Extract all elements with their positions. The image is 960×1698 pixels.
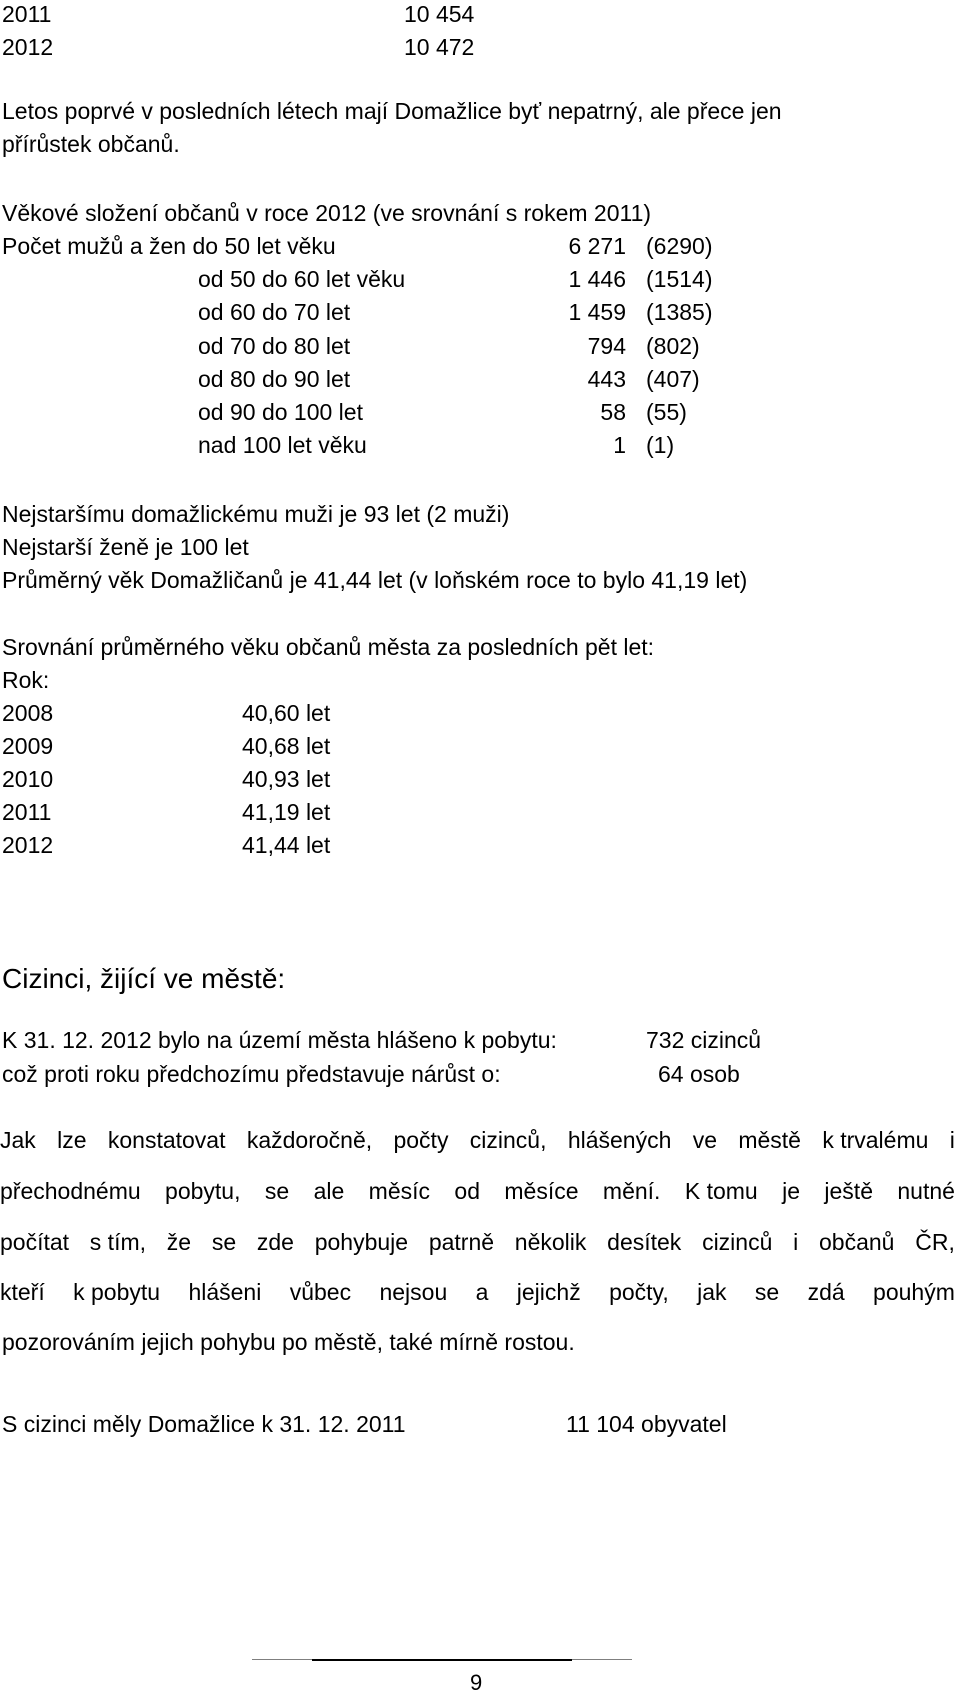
avg-value: 40,60 let [242, 700, 331, 726]
avg-value: 40,93 let [242, 766, 331, 792]
paragraph-word: nutné [897, 1178, 955, 1204]
avg-compare-title: Srovnání průměrného věku občanů města za posledních pět let: [2, 634, 655, 660]
paragraph-word: i [949, 1127, 955, 1153]
avg-year: 2011 [2, 799, 52, 825]
age-row-prev: (802) [646, 333, 700, 359]
avg-year: 2012 [2, 832, 54, 858]
age-row-prev: (6290) [646, 233, 713, 259]
paragraph-last-line: pozorováním jejich pohybu po městě, také mírně rostou. [2, 1329, 575, 1355]
paragraph-word: hlášených [567, 1127, 672, 1153]
paragraph-word: každoročně, [246, 1127, 373, 1153]
paragraph-word: pouhým [873, 1279, 955, 1305]
paragraph-word: přechodnému [0, 1178, 141, 1204]
paragraph-word: pobytu, [165, 1178, 241, 1204]
paragraph-word: K tomu [684, 1178, 758, 1204]
paragraph-word: s tím, [89, 1229, 147, 1255]
paragraph-word: měsíc [368, 1178, 431, 1204]
paragraph-word: že [166, 1229, 192, 1255]
age-row-value: 6 271 [568, 233, 626, 259]
age-row-prev: (1385) [646, 299, 713, 325]
paragraph-word: občanů [819, 1229, 895, 1255]
paragraph-word: ČR, [915, 1229, 955, 1255]
paragraph-word: počty, [609, 1279, 669, 1305]
footer-rule [312, 1659, 572, 1661]
paragraph-word: hlášeni [188, 1279, 262, 1305]
paragraph-line [0, 1231, 955, 1254]
paragraph-word: se [754, 1279, 780, 1305]
age-row-label: od 90 do 100 let [198, 399, 363, 425]
footer-rule-left [252, 1659, 312, 1660]
paragraph-line [0, 1129, 955, 1152]
age-row-prev: (407) [646, 366, 700, 392]
avg-year: 2009 [2, 733, 54, 759]
age-row-value: 794 [587, 333, 626, 359]
age-row-label: od 50 do 60 let věku [198, 266, 406, 292]
age-row-label: od 70 do 80 let [198, 333, 351, 359]
paragraph-word: konstatovat [107, 1127, 226, 1153]
foreigners-row2-label: což proti roku předchozímu představuje nárůst o: [2, 1061, 501, 1087]
paragraph-word: k trvalému [822, 1127, 929, 1153]
growth-note-line2: přírůstek občanů. [2, 131, 180, 157]
paragraph-word: desítek [607, 1229, 682, 1255]
footer-rule-right [572, 1659, 632, 1660]
population-year-2012: 2012 [2, 34, 54, 60]
age-row-value: 443 [587, 366, 626, 392]
paragraph-line [0, 1281, 955, 1304]
paragraph-word: se [264, 1178, 290, 1204]
avg-value: 41,19 let [242, 799, 331, 825]
paragraph-word: městě [738, 1127, 801, 1153]
age-row-value: 1 459 [568, 299, 626, 325]
paragraph-word: cizinců, [469, 1127, 547, 1153]
population-year-2011: 2011 [2, 1, 52, 27]
age-row-value: 58 [600, 399, 626, 425]
paragraph-word: ale [313, 1178, 345, 1204]
population-value-2011: 10 454 [404, 1, 475, 27]
growth-note-line1: Letos poprvé v posledních létech mají Domažlice byť nepatrný, ale přece jen [2, 98, 782, 124]
paragraph-word: vůbec [289, 1279, 352, 1305]
foreigners-heading: Cizinci, žijící ve městě: [2, 963, 286, 994]
age-row-prev: (1) [646, 432, 675, 458]
paragraph-word: zdá [807, 1279, 845, 1305]
age-row-value: 1 [613, 432, 626, 458]
paragraph-word: a [475, 1279, 489, 1305]
age-title: Věkové složení občanů v roce 2012 (ve srovnání s rokem 2011) [2, 200, 652, 226]
paragraph-word: lze [57, 1127, 87, 1153]
paragraph-word: počty [393, 1127, 449, 1153]
paragraph-word: i [793, 1229, 799, 1255]
paragraph-word: několik [514, 1229, 587, 1255]
average-age-text: Průměrný věk Domažličanů je 41,44 let (v loňském roce to bylo 41,19 let) [2, 567, 748, 593]
oldest-man-text: Nejstaršímu domažlickému muži je 93 let (2 muži) [2, 501, 510, 527]
foreigners-row1-value: 732 cizinců [646, 1027, 762, 1053]
paragraph-line [0, 1180, 955, 1203]
age-row-label: od 80 do 90 let [198, 366, 351, 392]
foreigners-row2-value: 64 osob [658, 1061, 740, 1087]
age-row-value: 1 446 [568, 266, 626, 292]
avg-value: 41,44 let [242, 832, 331, 858]
age-row-label: Počet mužů a žen do 50 let věku [2, 233, 336, 259]
paragraph-word: jejichž [516, 1279, 581, 1305]
paragraph-word: od [454, 1178, 480, 1204]
paragraph-word: počítat [0, 1229, 70, 1255]
population-value-2012: 10 472 [404, 34, 475, 60]
paragraph-word: je [782, 1178, 801, 1204]
paragraph-word: ještě [824, 1178, 873, 1204]
paragraph-word: zde [256, 1229, 294, 1255]
foreigners-row1-label: K 31. 12. 2012 bylo na území města hlášeno k pobytu: [2, 1027, 557, 1053]
paragraph-word: nejsou [379, 1279, 448, 1305]
avg-year: 2010 [2, 766, 54, 792]
paragraph-word: jak [697, 1279, 727, 1305]
total-label: S cizinci měly Domažlice k 31. 12. 2011 [2, 1411, 406, 1437]
avg-value: 40,68 let [242, 733, 331, 759]
age-row-label: nad 100 let věku [198, 432, 367, 458]
page-number: 9 [470, 1670, 483, 1695]
paragraph-word: kteří [0, 1279, 45, 1305]
paragraph-word: patrně [428, 1229, 495, 1255]
paragraph-word: pohybuje [314, 1229, 409, 1255]
paragraph-word: k pobytu [73, 1279, 161, 1305]
paragraph-word: cizinců [702, 1229, 773, 1255]
paragraph-word: se [211, 1229, 237, 1255]
age-row-prev: (55) [646, 399, 687, 425]
paragraph-word: mění. [602, 1178, 661, 1204]
avg-year: 2008 [2, 700, 54, 726]
rok-label: Rok: [2, 667, 50, 693]
age-row-label: od 60 do 70 let [198, 299, 351, 325]
oldest-woman-text: Nejstarší ženě je 100 let [2, 534, 249, 560]
total-value: 11 104 obyvatel [566, 1411, 727, 1437]
paragraph-word: ve [692, 1127, 718, 1153]
age-row-prev: (1514) [646, 266, 713, 292]
paragraph-word: Jak [0, 1127, 36, 1153]
paragraph-word: měsíce [504, 1178, 579, 1204]
